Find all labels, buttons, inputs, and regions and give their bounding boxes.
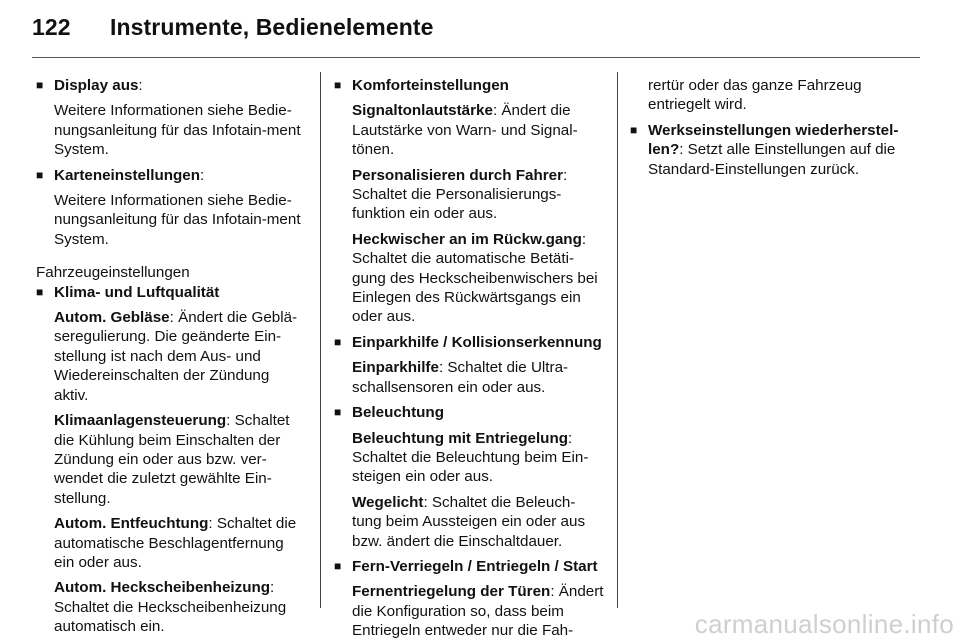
list-item-klima [36,283,306,637]
bullet: ■ [334,334,342,349]
item-text: : Setzt alle Einstellungen auf die Standard-Einstellungen zurück. [648,141,896,178]
item-label: Beleuchtung [352,404,444,422]
list-item-beleuchtung [334,403,604,551]
list-item-display: ■ Display aus: Weitere Informationen siehe Bedie-nungsanleitung für das Infotain-ment System. [36,76,306,160]
entry-label: Fernentriegelung der Türen [352,583,551,601]
entry-label: Einparkhilfe [352,359,439,377]
entry-heckscheibe [54,578,306,636]
entry-personal [352,166,604,224]
continued-text: rertür oder das ganze Fahrzeug entriegelt wird. [648,77,862,114]
entry-label: Autom. Heckscheibenheizung [54,579,271,597]
bullet: ■ [630,122,638,137]
entry-label: Autom. Entfeuchtung [54,515,209,533]
entry-label: Personalisieren durch Fahrer [352,166,564,184]
header-rule [32,57,920,58]
entry-beleuchtung [352,429,604,487]
entry-einpark [352,358,604,397]
entry-text: : Ändert die Lautstärke von Warn- und Signal-tönen. [352,102,578,159]
entry-label: Beleuchtung mit Entriegelung [352,429,569,447]
watermark: carmanualsonline.info [694,609,954,639]
entry-wegelicht [352,493,604,551]
list-item-werk [630,121,906,179]
list-item-fern [334,557,604,641]
entry-text: : Ändert die Geblä-seregulierung. Die geänderte Ein-stellung ist nach dem Aus- und Wiedereinschalten der Zündung aktiv. [54,309,298,404]
column-divider-2 [617,72,618,608]
entry-geblaese [54,308,306,405]
entry-signal [352,101,604,159]
column-2 [334,76,604,641]
list-item-karte: ■ Karteneinstellungen: Weitere Informationen siehe Bedie-nungsanleitung für das Infotain-ment System. [36,166,306,250]
entry-fern [352,582,604,640]
column-divider-1 [320,72,321,608]
bullet: ■ [36,78,44,92]
item-text: Weitere Informationen siehe Bedie-nungsanleitung für das Infotain-ment System. [54,102,301,159]
page-number: 122 [32,14,71,40]
entry-text: : Schaltet die automatische Betäti-gung des Heckscheibenwischers bei Einlegen des Rückwärtsgangs ein oder aus. [352,230,598,326]
entry-entfeuchtung [54,514,306,572]
bullet: ■ [334,405,342,420]
entry-text: : Schaltet die Beleuch-tung beim Aussteigen ein oder aus bzw. ändert die Einschaltdauer. [352,493,586,550]
list-item-komfort [334,76,604,327]
entry-label: Autom. Gebläse [54,309,170,327]
entry-label: Heckwischer an im Rückw.gang [352,230,582,248]
column-1 [36,76,306,637]
page-title: Instrumente, Bedienelemente [110,14,434,40]
bullet: ■ [36,284,44,299]
bullet: ■ [36,167,44,182]
entry-text: : Schaltet die Personalisierungs-funktion ein oder aus. [352,166,568,223]
item-label: Werkseinstellungen wiederherstel-len? [648,121,899,159]
entry-heckwischer [352,230,604,327]
entry-label: Wegelicht [352,493,424,511]
section-title: Fahrzeugeinstellungen [36,264,190,282]
entry-text: : Schaltet die Heckscheibenheizung automatisch ein. [54,579,287,636]
entry-label: Signaltonlautstärke [352,102,493,120]
entry-text: : Schaltet die automatische Beschlagentfernung ein oder aus. [54,515,297,571]
item-label: Fern-Verriegeln / Entriegeln / Start [352,557,598,575]
entry-label: Klimaanlagensteuerung [54,412,227,430]
page-header [32,14,434,41]
entry-text: : Schaltet die Beleuchtung beim Ein-steigen ein oder aus. [352,429,589,486]
entry-text: : Ändert die Konfiguration so, dass beim Entriegeln entweder nur die Fah- [352,583,604,640]
bullet: ■ [334,558,342,573]
list-item-einpark [334,333,604,397]
entry-text: : Schaltet die Kühlung beim Einschalten der Zündung ein oder aus bzw. ver-wendet die zuletzt gewählte Ein-stellung. [54,412,290,507]
item-label: Karteneinstellungen [54,166,200,184]
item-label: Einparkhilfe / Kollisionserkennung [352,333,602,351]
item-label: Display aus [54,77,139,94]
item-label: Klima- und Luftqualität [54,283,220,301]
entry-klimaanlage [54,411,306,508]
item-text: Weitere Informationen siehe Bedie-nungsanleitung für das Infotain-ment System. [54,192,301,248]
item-label: Komforteinstellungen [352,77,509,94]
column-3 [630,76,906,179]
entry-text: : Schaltet die Ultra-schallsensoren ein oder aus. [352,359,569,396]
bullet: ■ [334,78,342,92]
